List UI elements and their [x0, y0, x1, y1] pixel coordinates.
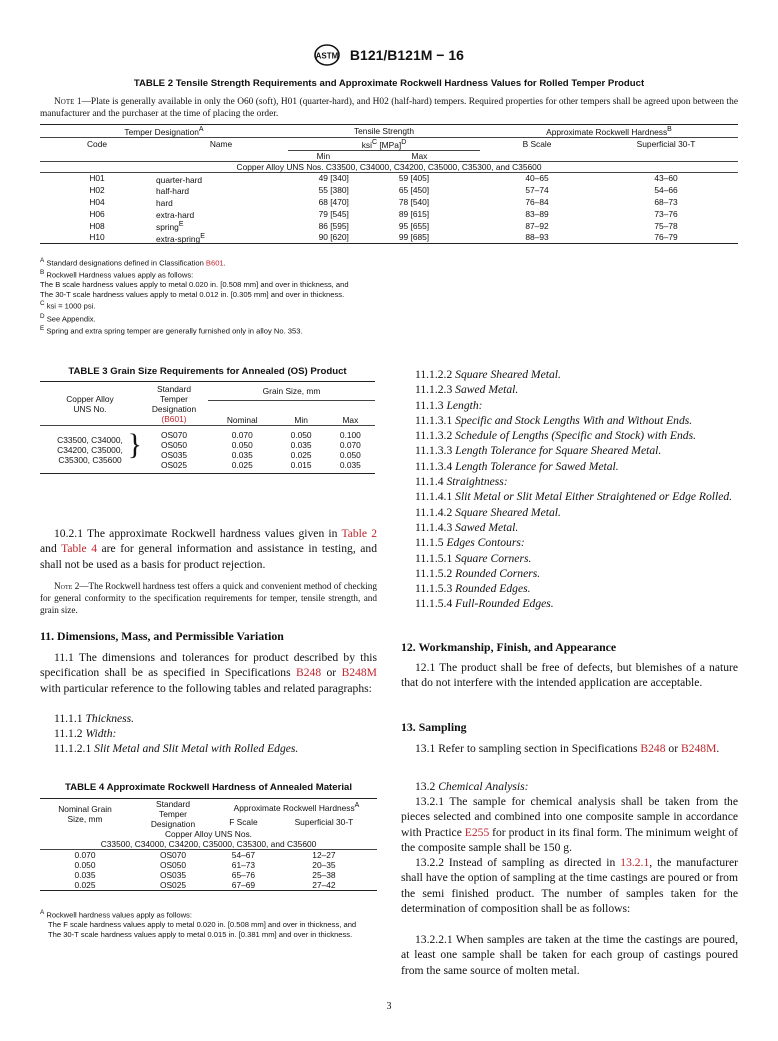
cell-max: 78 [540] [398, 197, 430, 208]
cell-bscale: 57–74 [525, 185, 549, 196]
header-alloy: Copper Alloy [66, 393, 114, 404]
cell-grain: 0.070 [74, 850, 96, 860]
cell-min: 0.050 [290, 430, 312, 440]
item-number: 11.1.3.1 [415, 413, 456, 427]
item-13-2 [415, 779, 528, 794]
para-text: 13.2.1 The sample for chemical analysis shall be taken from the pieces selected and combined into one composite sample in accordance with Practice [401, 795, 738, 839]
table2-note [40, 96, 738, 120]
footnote-ref: B [667, 126, 672, 133]
table-header-row [40, 382, 375, 401]
cell-min: 0.015 [290, 460, 312, 470]
cell-nominal: 0.025 [231, 460, 253, 470]
item-title: Sawed Metal. [455, 520, 519, 534]
header-std: Temper [159, 809, 187, 819]
item [401, 581, 738, 596]
item-title: Length: [446, 398, 483, 412]
item-title: Edges Contours: [446, 536, 525, 550]
para-text: and [40, 542, 62, 556]
item-number: 11.1.3 [415, 398, 447, 412]
cell-temper: OS070 [159, 850, 187, 860]
name-text: extra-spring [156, 233, 201, 244]
paragraph-13-2-2 [401, 855, 738, 916]
header-std: Designation [151, 403, 197, 414]
table-row [40, 870, 377, 880]
cell-code: H08 [89, 220, 105, 231]
paragraph-13-2-1 [401, 794, 738, 855]
cell-30t: 76–79 [654, 232, 678, 243]
cell-max: 0.100 [339, 430, 361, 440]
section-12-heading: 12. Workmanship, Finish, and Appearance [401, 640, 617, 654]
header-std: Standard [157, 383, 191, 394]
cell-temper: OS025 [159, 880, 187, 890]
alloy-line: C33500, C34000, [57, 434, 123, 445]
page-header [0, 44, 778, 66]
section-11-heading: 11. Dimensions, Mass, and Permissible Variation [40, 629, 284, 643]
cell-bscale: 40–65 [525, 173, 549, 184]
note-label: Note 2 [54, 581, 80, 591]
cell-name [154, 232, 288, 244]
item-title: Slit Metal and Slit Metal with Rolled Edges. [94, 742, 299, 755]
item-title: Length Tolerance for Square Sheared Metal. [455, 444, 662, 458]
link-table4[interactable]: Table 4 [61, 542, 97, 556]
cell-nominal: 0.070 [231, 430, 253, 440]
table-header-row [40, 137, 738, 150]
item-title: Slit Metal or Slit Metal Either Straightened or Edge Rolled. [455, 490, 733, 504]
header-max: Max [342, 415, 359, 425]
item-number: 11.1.4.3 [415, 520, 456, 534]
table4-footnotes [40, 908, 377, 939]
footnote-mark: A [40, 257, 45, 264]
table-row [40, 880, 377, 891]
table-header-row [40, 799, 377, 816]
header-min: Min [294, 415, 308, 425]
cell-temper: OS050 [160, 440, 188, 450]
cell-30t: 73–76 [654, 208, 678, 219]
footnote-ref: A [198, 126, 204, 133]
link-b248m[interactable]: B248M [341, 666, 377, 680]
table-header-row [40, 125, 738, 138]
footnote-e [40, 324, 738, 336]
item-title: Width: [85, 727, 117, 740]
cell-30t: 25–38 [312, 870, 336, 880]
table3-caption: TABLE 3 Grain Size Requirements for Annealed (OS) Product [68, 366, 347, 377]
item-title: Square Sheared Metal. [455, 505, 561, 519]
header-code: Code [86, 138, 108, 149]
header-rockwell: Approximate Rockwell Hardness [233, 802, 355, 813]
table-row [40, 860, 377, 870]
header-nominal: Nominal [226, 415, 258, 425]
para-text: 13.1 Refer to sampling section in Specifications [415, 742, 641, 755]
cell-alloy [40, 426, 140, 474]
footnote-mark: A [40, 909, 45, 916]
note-label: Note 1 [54, 97, 82, 107]
footnote-text: . [223, 258, 226, 268]
item [401, 551, 738, 566]
para-text: or [665, 742, 681, 755]
cell-code: H01 [89, 173, 105, 184]
cell-temper: OS035 [159, 870, 187, 880]
cell-code: H04 [89, 197, 105, 208]
item [401, 428, 738, 443]
name-text: half-hard [156, 186, 190, 197]
item-number: 11.1.5.3 [415, 582, 456, 596]
table-row [40, 184, 738, 196]
footnote-text: The F scale hardness values apply to metal 0.020 in. [0.508 mm] and over in thickness, and [48, 920, 357, 930]
item-title: Square Sheared Metal. [455, 368, 561, 381]
item-11-1-2 [54, 726, 116, 741]
item-title: Specific and Stock Lengths With and Without Ends. [455, 413, 693, 427]
item [401, 382, 738, 397]
cell-code: H06 [89, 208, 105, 219]
item-title: Straightness: [446, 475, 508, 489]
cell-min: 79 [545] [318, 208, 349, 219]
cell-grain: 0.050 [74, 860, 96, 870]
cell-min: 49 [340] [318, 173, 349, 184]
cell-grain: 0.025 [74, 880, 96, 890]
table-group-row [40, 161, 738, 172]
item-title: Schedule of Lengths (Specific and Stock) with Ends. [455, 429, 696, 443]
link-b601[interactable]: B601 [205, 258, 224, 268]
cell-bscale: 76–84 [525, 197, 549, 208]
item-number: 11.1.4.1 [415, 490, 456, 504]
link-table2[interactable]: Table 2 [341, 527, 378, 540]
cell-30t: 27–42 [312, 880, 336, 890]
item-number: 11.1.1 [54, 712, 86, 725]
cell-min: 0.035 [290, 440, 312, 450]
cell-name [154, 196, 288, 208]
item [401, 566, 738, 581]
item-11-1-2-1 [54, 741, 298, 756]
table-row [40, 232, 738, 244]
para-text: . [716, 742, 720, 755]
header-30t: Superficial 30-T [294, 817, 354, 827]
item-number: 11.1.5.4 [415, 597, 456, 611]
item-title: Rounded Corners. [455, 566, 541, 580]
table3 [40, 381, 375, 474]
item-number: 11.1.5.2 [415, 566, 456, 580]
item-number: 11.1.5.1 [415, 551, 456, 565]
section-13-heading: 13. Sampling [401, 720, 467, 734]
item-number: 11.1.3.2 [415, 429, 456, 443]
cell-30t: 43–60 [654, 173, 678, 184]
footnote-text: See Appendix. [44, 314, 96, 324]
cell-nominal: 0.050 [231, 440, 253, 450]
cell-temper: OS035 [160, 450, 188, 460]
cell-bscale: 88–93 [525, 232, 549, 243]
item-number: 11.1.2.2 [415, 368, 456, 381]
cell-max: 0.050 [339, 450, 361, 460]
footnote-mark: B [40, 269, 45, 277]
paragraph-12-1: 12.1 The product shall be free of defects, but blemishes of a nature that do not interfere with the intended application are acceptable. [401, 661, 738, 690]
item [401, 443, 738, 458]
item-number: 11.1.4.2 [415, 505, 456, 519]
cell-min: 86 [595] [318, 220, 349, 231]
cell-temper: OS070 [160, 430, 188, 440]
header-fscale: F Scale [229, 817, 258, 827]
table-header-row [40, 150, 738, 161]
link-b248[interactable]: B248 [640, 742, 666, 755]
item [401, 596, 738, 611]
cell-fscale: 61–73 [231, 860, 256, 870]
item-title: Full-Rounded Edges. [455, 597, 554, 611]
paragraph-13-1 [401, 741, 738, 756]
table2 [40, 124, 738, 244]
cell-30t: 12–27 [312, 850, 336, 860]
header-std: Designation [150, 819, 196, 829]
item-11-1-1 [54, 711, 134, 726]
footnote-c [40, 299, 738, 311]
table-row [40, 208, 738, 220]
cell-max: 0.035 [339, 460, 361, 470]
footnote-mark: C [40, 300, 45, 308]
right-items [401, 367, 738, 612]
item [401, 459, 738, 474]
table4-caption: TABLE 4 Approximate Rockwell Hardness of Annealed Material [65, 782, 352, 793]
footnote-a [40, 256, 738, 268]
header-max: Max [411, 150, 428, 161]
footnote-text: Spring and extra spring temper are generally furnished only in alloy No. 353. [44, 326, 303, 336]
alloy-group: C33500, C34000, C34200, C35000, C35300, and C35600 [100, 839, 317, 849]
table2-footnotes [40, 256, 738, 336]
item-number: 11.1.2 [54, 727, 86, 740]
header-grain: Size, mm [67, 814, 103, 824]
header-rockwell: Approximate Rockwell Hardness [546, 126, 668, 137]
cell-min: 68 [470] [318, 197, 349, 208]
item [401, 535, 738, 550]
para-text: or [321, 666, 342, 680]
cell-min: 90 [620] [318, 232, 349, 243]
item-number: 11.1.4 [415, 475, 447, 489]
footnote-text: The B scale hardness values apply to metal 0.020 in. [0.508 mm] and over in thickness, and [40, 280, 349, 290]
footnote-text: Standard designations defined in Classification [44, 258, 206, 268]
alloy-line: C34200, C35000, [57, 444, 123, 455]
note-text: —The Rockwell hardness test offers a quick and convenient method of checking for general conformity to the specification requirements for temper, tensile strength, and grain size. [40, 581, 377, 615]
header-mpa: [MPa] [377, 139, 402, 150]
footnote-ref: E [200, 232, 205, 240]
table2-caption: TABLE 2 Tensile Strength Requirements and Approximate Rockwell Hardness Values for Rolled Temper Product [133, 78, 645, 89]
name-text: quarter-hard [156, 174, 203, 185]
footnote-ref: D [401, 138, 407, 146]
header-tensile: Tensile Strength [288, 125, 480, 138]
header-std: Temper [160, 393, 188, 404]
table-row [40, 850, 377, 861]
item-number: 11.1.2.3 [415, 383, 456, 397]
para-text: 13.2.2 Instead of sampling as directed in [415, 856, 621, 869]
item-number: 11.1.2.1 [54, 742, 95, 755]
cell-code: H10 [89, 232, 105, 243]
link-b248m[interactable]: B248M [680, 742, 717, 755]
header-name: Name [209, 138, 233, 149]
footnote-text: Rockwell Hardness values apply as follows: [44, 270, 194, 280]
table-row [40, 426, 375, 441]
cell-name [154, 220, 288, 232]
table-group-row [40, 839, 377, 850]
cell-max: 89 [615] [398, 208, 430, 219]
cell-30t: 68–73 [654, 197, 678, 208]
table-row [40, 220, 738, 232]
footnote-d [40, 312, 738, 324]
link-13-2-1[interactable]: 13.2.1 [620, 856, 650, 869]
para-text: , the manufacturer shall have the option of sampling at the time castings are poured or from the semi finished product. The number of samples taken for the determination of composition shall be as follows: [401, 856, 738, 915]
item-title: Rounded Edges. [455, 582, 531, 596]
name-text: hard [156, 197, 173, 208]
header-grain: Nominal Grain [58, 804, 112, 814]
cell-30t: 20–35 [312, 860, 336, 870]
item-number: 11.1.3.4 [415, 459, 456, 473]
footnote-a [40, 908, 377, 920]
para-text: with particular reference to the following tables and related paragraphs: [40, 681, 372, 695]
footnote-ref: E [178, 220, 184, 228]
cell-30t: 75–78 [654, 220, 678, 231]
header-30t: Superficial 30-T [636, 138, 696, 149]
footnote-text: Rockwell hardness values apply as follows: [44, 910, 192, 920]
footnote-text: The 30-T scale hardness values apply to metal 0.012 in. [0.305 mm] and over in thickness. [40, 289, 345, 299]
para-text: 10.2.1 The approximate Rockwell hardness values given in [54, 527, 342, 540]
table4 [40, 798, 377, 891]
brace-icon: } [127, 428, 142, 461]
item [401, 367, 738, 382]
cell-fscale: 67–69 [231, 880, 256, 890]
cell-max: 65 [450] [398, 185, 430, 196]
para-text: 11.1 The dimensions and tolerances for product described by this specification shall be as specified in Specifications [40, 651, 377, 680]
standard-designation: B121/B121M − 16 [349, 47, 464, 63]
item-number: 13.2 [415, 780, 439, 793]
paragraph-13-2-2-1: 13.2.2.1 When samples are taken at the time the castings are poured, at least one sample shall be taken for each group of castings poured from the same source of molten metal. [401, 933, 738, 977]
table-row [40, 172, 738, 184]
paragraph-10-2-1 [40, 526, 377, 572]
para-text: for product in its final form. The minimum weight of the composite sample shall be 150 g. [401, 825, 738, 854]
alloy-group: Copper Alloy UNS Nos. [164, 829, 253, 839]
cell-min: 55 [380] [318, 185, 349, 196]
footnote-ref: A [354, 802, 360, 810]
footnote-ref: C [371, 138, 378, 146]
item-title: Thickness. [85, 712, 135, 725]
cell-name [154, 208, 288, 220]
cell-name [154, 172, 288, 184]
item-title: Sawed Metal. [455, 383, 519, 397]
cell-30t: 54–66 [654, 185, 678, 196]
alloy-group: Copper Alloy UNS Nos. C33500, C34000, C34200, C35000, C35300, and C35600 [236, 161, 542, 172]
cell-max: 0.070 [339, 440, 361, 450]
item [401, 413, 738, 428]
table-row [40, 196, 738, 208]
footnote-mark: E [40, 324, 45, 332]
cell-code: H02 [89, 185, 105, 196]
name-text: extra-hard [156, 209, 195, 220]
item [401, 474, 738, 489]
footnote-b [40, 268, 738, 280]
para-text: are for general information and assistance in testing, and shall not be used as a basis for product rejection. [40, 542, 378, 571]
astm-logo-icon [314, 44, 340, 66]
cell-grain: 0.035 [74, 870, 96, 880]
link-e255[interactable]: E255 [464, 825, 490, 839]
note-2 [40, 580, 377, 616]
cell-nominal: 0.035 [231, 450, 253, 460]
footnote-mark: D [40, 312, 45, 320]
item-title: Chemical Analysis: [438, 780, 529, 793]
cell-fscale: 54–67 [231, 850, 256, 860]
name-text: spring [156, 221, 179, 232]
footnote-text: The 30-T scale hardness values apply to metal 0.015 in. [0.381 mm] and over in thickness. [48, 929, 353, 939]
header-alloy: UNS No. [73, 403, 107, 414]
table-group-row [40, 829, 377, 839]
cell-name [154, 184, 288, 196]
footnote-text: ksi = 1000 psi. [44, 301, 96, 311]
paragraph-11-1 [40, 650, 377, 696]
header-grain: Grain Size, mm [208, 382, 375, 401]
cell-bscale: 83–89 [525, 208, 549, 219]
link-b248[interactable]: B248 [296, 666, 322, 680]
page-number: 3 [386, 1001, 392, 1012]
svg-text:ASTM: ASTM [315, 51, 339, 61]
note-text: —Plate is generally available in only the O60 (soft), H01 (quarter-hard), and H02 (half-hard) tempers. Required properties for other tempers shall be agreed upon between the manufacturer and the purchaser at the time of placing the order. [40, 97, 738, 119]
item-title: Square Corners. [455, 551, 532, 565]
cell-temper: OS050 [159, 860, 187, 870]
header-ksi: ksi [361, 139, 372, 150]
header-min: Min [316, 150, 331, 161]
item-number: 11.1.5 [415, 536, 447, 550]
header-temper: Temper Designation [124, 126, 199, 137]
cell-min: 0.025 [290, 450, 312, 460]
item-title: Length Tolerance for Sawed Metal. [455, 459, 619, 473]
alloy-line: C35300, C35600 [58, 454, 122, 465]
cell-temper: OS025 [160, 460, 188, 470]
header-std: Standard [156, 799, 190, 809]
item-number: 11.1.3.3 [415, 444, 456, 458]
cell-max: 99 [685] [398, 232, 430, 243]
item [401, 505, 738, 520]
cell-max: 59 [405] [398, 173, 430, 184]
header-bscale: B Scale [522, 138, 552, 149]
link-b601[interactable]: (B601) [161, 413, 187, 424]
item [401, 398, 738, 413]
cell-max: 95 [655] [398, 220, 430, 231]
item [401, 489, 738, 504]
cell-fscale: 65–76 [231, 870, 256, 880]
cell-bscale: 87–92 [525, 220, 549, 231]
item [401, 520, 738, 535]
